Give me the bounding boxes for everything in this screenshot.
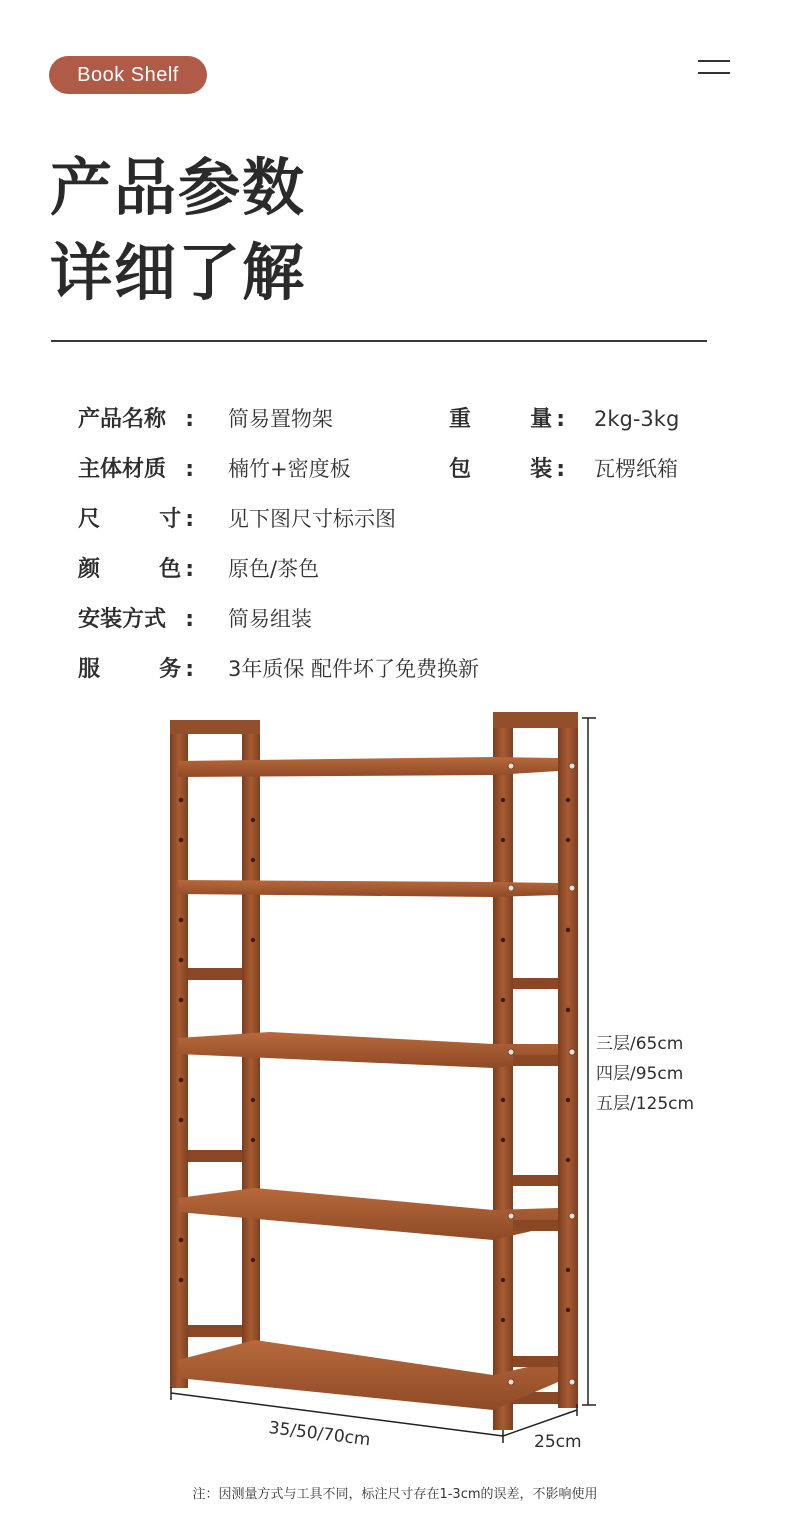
spec-label-size: 尺 寸 :	[78, 507, 194, 532]
spec-label-install: 安装方式 :	[78, 607, 194, 632]
dim-height-5: 五层/125cm	[596, 1094, 695, 1114]
spec-value-name: 简易置物架	[228, 407, 333, 431]
dim-height-4: 四层/95cm	[596, 1064, 684, 1084]
right-frame	[493, 712, 578, 1430]
spec-label-package: 包 装 :	[449, 457, 565, 482]
spec-value-material: 楠竹+密度板	[228, 457, 351, 481]
headline-line-2: 详细了解	[50, 236, 307, 309]
dim-height-3: 三层/65cm	[596, 1034, 684, 1054]
dim-depth: 25cm	[534, 1432, 582, 1452]
spec-value-color: 原色/茶色	[228, 557, 320, 581]
footnote: 注：因测量方式与工具不同，标注尺寸存在1-3cm的误差，不影响使用	[192, 1487, 598, 1502]
spec-value-service: 3年质保 配件坏了免费换新	[228, 657, 480, 681]
spec-label-material: 主体材质 :	[78, 457, 194, 482]
spec-value-weight: 2kg-3kg	[594, 407, 680, 431]
spec-label-service: 服 务 :	[78, 657, 194, 682]
spec-value-size: 见下图尺寸标示图	[228, 507, 396, 531]
headline-line-1: 产品参数	[50, 151, 307, 224]
spec-value-install: 简易组装	[228, 607, 312, 631]
dim-width: 35/50/70cm	[267, 1418, 372, 1451]
book-shelf-badge: Book Shelf	[49, 56, 207, 94]
spec-label-weight: 重 量 :	[449, 407, 565, 432]
spec-label-name: 产品名称 :	[78, 407, 194, 432]
spec-label-color: 颜 色 :	[78, 557, 194, 582]
spec-value-package: 瓦楞纸箱	[594, 457, 678, 481]
